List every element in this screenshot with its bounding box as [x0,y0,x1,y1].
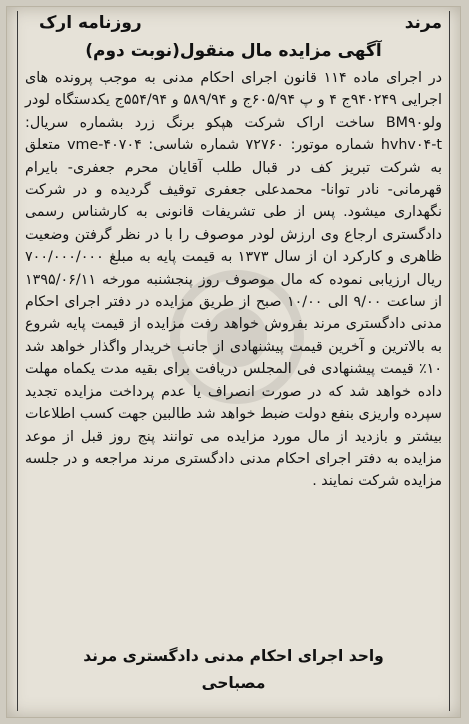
header [19,11,448,37]
body-paragraph: در اجرای ماده ۱۱۴ قانون اجرای احکام مدنی به موجب پرونده های اجرایی ۹۴۰۲۴۹ج ۴ و پ ۶۰۵/۹۴ج و ۵۸۹/۹۴ و ۵۵۴/۹۴ج یکدستگاه لودر ولوBM۹۰ ساخت اراک شرکت هپکو برنگ زرد بشماره سریال: hvhv۰۴-t شماره موتور: ۷۲۷۶۰ شماره شاسی: vme-۴۰۷۰۴ متعلق به شرکت تبریز کف در قبال طلب آقایان محرم جعفری- بایرام قهرمانی- نادر توانا- محمدعلی جعفری توقیف گردیده و در شرکت نگهداری میشود. پس از طی تشریفات قانونی به کارشناس رسمی دادگستری ارجاع وی ارزش لودر موصوف را با در نظر گرفتن وضعیت ظاهری و کارکرد ان از سال ۱۳۷۳ به قیمت پایه به مبلغ ۷۰۰/۰۰۰/۰۰۰ ریال ارزیابی نموده که مال موصوف روز پنجشنبه مورخه ۱۳۹۵/۰۶/۱۱ از ساعت ۹/۰۰ الی ۱۰/۰۰ صبح از طریق مزایده در دفتر اجرای احکام مدنی دادگستری مرند بفروش خواهد رفت مزایده از قیمت پایه شروع به بالاترین و آخرین قیمت پیشنهادی از جانب خریدار واگذار خواهد شد ۱۰٪ قیمت پیشنهادی فی المجلس دریافت برای بقیه مدت یکماه مهلت داده خواهد شد که در صورت انصراف یا عدم پرداخت مزایده تجدید سپرده واریزی بنفع دولت ضبط خواهد شد طالبین جهت کسب اطلاعات بیشتر و بازدید از مال مورد مزایده می توانند پنج روز قبل از موعد مزایده به دفتر اجرای احکام مدنی دادگستری مرند مراجعه و در جلسه مزایده شرکت نمایند . [25,70,443,490]
notice-body [25,67,442,493]
issuing-unit: واحد اجرای احکام مدنی دادگستری مرند [83,647,384,665]
signer-name: مصباحی [201,674,266,692]
newspaper-clipping [6,6,461,718]
newspaper-name: روزنامه ارک [39,13,142,33]
signature-block [7,643,460,697]
city-name: مرند [404,13,442,33]
notice-title: آگهی مزایده مال منقول(نوبت دوم) [85,41,382,61]
